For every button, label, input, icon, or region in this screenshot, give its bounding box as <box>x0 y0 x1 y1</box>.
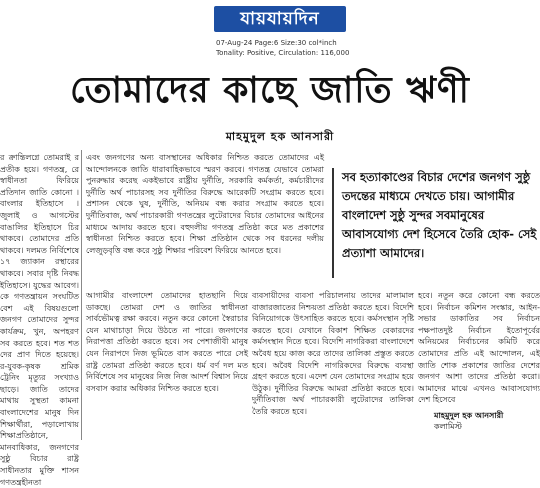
author-signoff <box>434 410 540 432</box>
author-name: মাহমুদুল হক আনসারী <box>434 411 504 420</box>
newspaper-logo: যায়যায়দিন <box>214 6 346 32</box>
clipping-tonality-circulation: Tonality: Positive, Circulation: 116,000 <box>216 49 350 57</box>
author-title: কলামিস্ট <box>434 422 462 431</box>
clipping-metadata <box>216 38 349 58</box>
article-headline: তোমাদের কাছে জাতি ঋণী <box>70 69 470 111</box>
newspaper-masthead <box>214 6 346 32</box>
article-column-lower-3: হবে। নতুন করে কোনো বন্ধ করতে হবে। নির্বাচন কমিশন সংস্কার, আইন-সভার ডাকাতির সব নির্বাচন পক্ষপাতদুষ্ট নির্বাচন ইতোপূর্বের অনিয়মের নির্বাচনের কমিটি করে তোমাদের প্রতি এই আন্দোলন, এই জাতি শোক প্রকাশের জাতির দেশের জনগণ আশা তাদের প্রতিষ্ঠা করো। আমাদের মাঝে এখনও আবাসযোগ্য দেশ হিসেবে <box>418 291 540 405</box>
pull-quote: সব হত্যাকাণ্ডের বিচার দেশের জনগণ সুষ্ঠু তদন্তের মাধ্যমে দেখতে চায়। আগামীর বাংলাদেশ সুষ্ঠু সুন্দর সবমানুষের আবাসযোগ্য দেশ হিসেবে তৈরি হোক- সেই প্রত্যাশা আমাদের। <box>332 168 540 278</box>
article-byline: মাহমুদুল হক আনসারী <box>225 130 335 143</box>
article-column-lower-2: ব্যবসায়ীদের ব্যবসা পরিচালনায় তাদের মালামাল বাজারজাতের নিশ্চয়তা প্রতিষ্ঠা করতে হবে। বিদেশি বিনিয়োগকে উৎসাহিত করতে হবে। কর্মসংস্থান সৃষ্টি করতে হবে। যেখানে বিকাশ শিক্ষিত বেকারদের কর্মসংস্থান দিতে হবে। বিদেশি নাগরিকরা বাংলাদেশে অবৈধ হয়ে কাজ করে তাদের তালিকা প্রস্তুত করতে হবে। অবৈধ বিদেশি নাগরিকদের বিরুদ্ধে ব্যবস্থা গ্রহণ করতে হবে। এদেশ যেন তোমাদের সংগ্রাম হয়ে উঠুক। দুর্নীতির বিরুদ্ধে আমরা প্রতিষ্ঠা করতে হবে। দুর্নীতিবাজ অর্থ পাচারকারী লুটেরাদের তালিকা তৈরি করতে হবে। <box>252 291 414 416</box>
column-divider <box>81 150 82 440</box>
article-column-middle: এবং জনগণের অন্য বাসস্থানের অধিকার নিশ্চিত করতে তোমাদের এই আন্দোলনকে জাতি ধারাবাহিকভাবে স্মরণ করবে। গণতন্ত্র যেভাবে তোমরা পুনরুদ্ধার করেছ একইভাবে রাষ্ট্রীয় দুর্নীতি, সরকারি কর্মকর্তা, কর্মচারীদের দুর্নীতি অর্থ পাচারসহ সব দুর্নীতির বিরুদ্ধে আরেকটি সংগ্রাম করতে হবে। প্রশাসন থেকে ঘুষ, দুর্নীতি, অনিয়ম বন্ধ করার সংগ্রাম করতে হবে। দুর্নীতিবাজ, অর্থ পাচারকারী গণতন্ত্রের লুটেরাদের বিচার তোমাদের আইনের মাধ্যমে আদায় করতে হবে। বহুদলীয় গণতন্ত্র প্রতিষ্ঠা করে মত প্রকাশের স্বাধীনতা নিশ্চিত করতে হবে। শিক্ষা প্রতিষ্ঠান থেকে সব ধরনের দলীয় লেজুড়বৃত্তি বন্ধ করে সুষ্ঠু শিক্ষার পরিবেশ ফিরিয়ে আনতে হবে। <box>86 153 324 255</box>
article-column-left: র ক্রান্তিলগ্নে তোমরাই র প্রতীক হয়ে। গণতন্ত্র, রে স্বাধীনতা ফিরিয়ে প্রতিদান জাতি কোনো । বাংলার ইতিহাসে । জুলাই ও আগস্টের বাঙালির ইতিহাসে চির থাকবে। তোমাদের প্রতি থাকবে। দলমত নির্বিশেষে ১৭ জ্যাকান রস্থারের থাকবে। সবার দৃষ্টি নিবদ্ধ ইতিহাসে। যুদ্ধের আবেগ। কে গণতন্ত্রায়ন সংঘটিত বেশ এই বিষয়গুলো জনগণ তোমাদের সুন্দর কার্যক্রম, খুন, অপহরণ সব করতে হবে। শত শত দের প্রাণ দিতে হয়েছে। র-যুবক-কৃষক শ্রমিক ট্রেনিং মৃত্যুর সংখ্যাও ছাড়ে। জাতি তাদের মাথায় সুস্থতা কামনা বাংলাদেশের মানুষ দিন শিক্ষার্থীরা, পড়ালোখায় শিক্ষাপ্রতিষ্ঠানে, মানবাধিকার, জনগণের সুষ্ঠু বিচার রাষ্ট্র সাধীনতার মুক্তি শাসন গণতন্ত্রহীনতা <box>0 153 79 487</box>
article-column-lower-1: আগামীর বাংলাদেশ তোমাদের হাতছানি দিয়ে ডাকছে। তোমরা দেশ ও জাতির স্বাধীনতা সার্বভৌমত্ব রক্ষা করবে। নতুন করে কোনো স্বৈরাচার যেন মাথাচাড়া দিয়ে উঠতে না পারে। জনগণের নিরাপত্তা প্রতিষ্ঠা করতে হবে। সব পেশাজীবী মানুষ যেন নিরাপদে নিজ ভূমিতে বাস করতে পারে সেই রাষ্ট্র তোমরা প্রতিষ্ঠা করতে হবে। ধর্ম বর্ণ দল মত নির্বিশেষে সব মানুষের নিজ নিজ আদর্শ বিশ্বাস নিয়ে বসবাস করার অধিকার নিশ্চিত করতে হবে। <box>86 291 248 393</box>
clipping-date-size: 07-Aug-24 Page:6 Size:30 col*inch <box>216 39 337 47</box>
